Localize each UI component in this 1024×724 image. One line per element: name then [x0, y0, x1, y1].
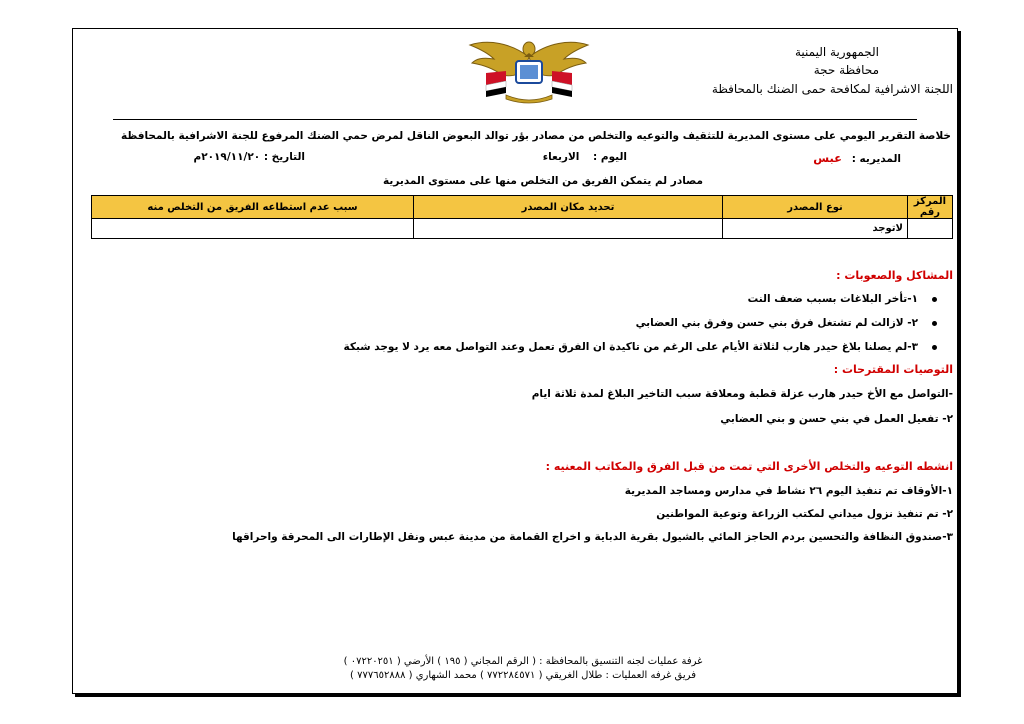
bullet-icon	[932, 321, 937, 326]
table-cell	[92, 219, 414, 239]
table-header-cell: سبب عدم استطاعه الفريق من التخلص منه	[92, 196, 414, 219]
day-label: اليوم :	[593, 151, 627, 163]
date-value: ٢٠١٩/١١/٢٠م	[193, 151, 261, 163]
table-cell: لاتوجد	[723, 219, 908, 239]
table-cell	[908, 219, 953, 239]
district-value: عبس	[813, 151, 843, 165]
header-divider	[113, 119, 917, 120]
table-cell	[414, 219, 723, 239]
recommendations-heading-text: التوصيات المقترحات	[841, 363, 953, 376]
day-value: الاربعاء	[542, 151, 580, 163]
table-header-row	[92, 196, 953, 219]
table-title: مصادر لم يتمكن الفريق من التخلص منها على مستوى المديرية	[383, 175, 703, 187]
list-item	[636, 317, 937, 329]
activities-heading-colon: :	[545, 460, 554, 473]
table-header-cell: المركز رقم	[908, 196, 953, 219]
list-item: -التواصل مع الأخ حيدر هارب عزلة قطبة ومعلاقة سبب التاخير البلاغ لمدة ثلاثة ايام	[531, 388, 953, 400]
list-item-text: ٣-لم يصلنا بلاغ حيدر هارب لثلاثة الأيام على الرغم من تاكيدة ان الفرق تعمل وعند التواصل معه يرد لا يوجد شبكة	[343, 341, 918, 353]
day-line	[543, 151, 627, 163]
report-title: خلاصة التقرير اليومي على مستوى المديرية للتثقيف والتوعيه والتخلص من مصادر بؤر توالد البعوض الناقل لمرض حمي الضنك المرفوع للجنة الاشرافية بالمحافظة	[120, 130, 951, 142]
list-item: ١-الأوقاف تم تنفيذ اليوم ٢٦ نشاط في مدارس ومساجد المديرية	[624, 485, 953, 497]
recommendations-heading	[834, 363, 953, 376]
footer-ops-room: غرفة عمليات لجنه التنسيق بالمحافظة : ( الرقم المجاني ( ١٩٥ ) الأرضي ( ٠٧٢٢٠٢٥١ )	[343, 656, 703, 667]
footer-ops-team: فريق غرفه العمليات : طلال الغريقي ( ٧٧٢٢٨٤٥٧١ ) محمد الشهاري ( ٧٧٧٦٥٢٨٨٨ )	[350, 670, 696, 681]
district-line	[813, 151, 901, 165]
list-item: ٣-صندوق النظافة والتحسين بردم الحاجز المائي بالشيول بقرية الدباية و اخراج القمامة من مدينة عبس ونقل الإطارات الى المحرقة واحراقها	[232, 531, 953, 543]
list-item-text: ١-تأخر البلاغات بسبب ضعف النت	[747, 293, 918, 305]
table-header-cell: نوع المصدر	[723, 196, 908, 219]
district-label: المديريه :	[851, 153, 901, 165]
list-item: ٢- تم تنفيذ نزول ميداني لمكتب الزراعة وتوعية المواطنين	[656, 508, 953, 520]
bullet-icon	[932, 345, 937, 350]
date-label: التاريخ :	[263, 151, 305, 163]
recommendations-heading-colon: :	[833, 363, 842, 376]
list-item	[748, 293, 937, 305]
table-header-cell: تحديد مكان المصدر	[414, 196, 723, 219]
problems-heading-colon: :	[836, 269, 845, 282]
list-item-text: ٢- لازالت لم تشتغل فرق بني حسن وفرق بني العضابي	[635, 317, 918, 329]
activities-heading	[546, 460, 953, 473]
yemen-eagle-emblem-icon	[466, 35, 592, 105]
date-line	[194, 151, 306, 163]
problems-heading-text: المشاكل والصعوبات	[844, 269, 953, 282]
header-committee: اللجنة الاشرافية لمكافحة حمى الضنك بالمحافظة	[711, 82, 953, 96]
header-governorate: محافظة حجة	[813, 63, 879, 77]
report-page	[72, 28, 958, 694]
bullet-icon	[932, 297, 937, 302]
activities-heading-text: انشطه التوعيه والتخلص الأخرى التي تمت من قبل الفرق والمكاتب المعنيه	[553, 460, 953, 473]
table-row	[92, 219, 953, 239]
unresolved-sources-table	[91, 195, 953, 239]
list-item	[344, 341, 937, 353]
problems-heading	[836, 269, 953, 282]
header-republic: الجمهورية اليمنية	[794, 45, 879, 59]
list-item: ٢- تفعيل العمل في بني حسن و بني العضابي	[720, 413, 953, 425]
